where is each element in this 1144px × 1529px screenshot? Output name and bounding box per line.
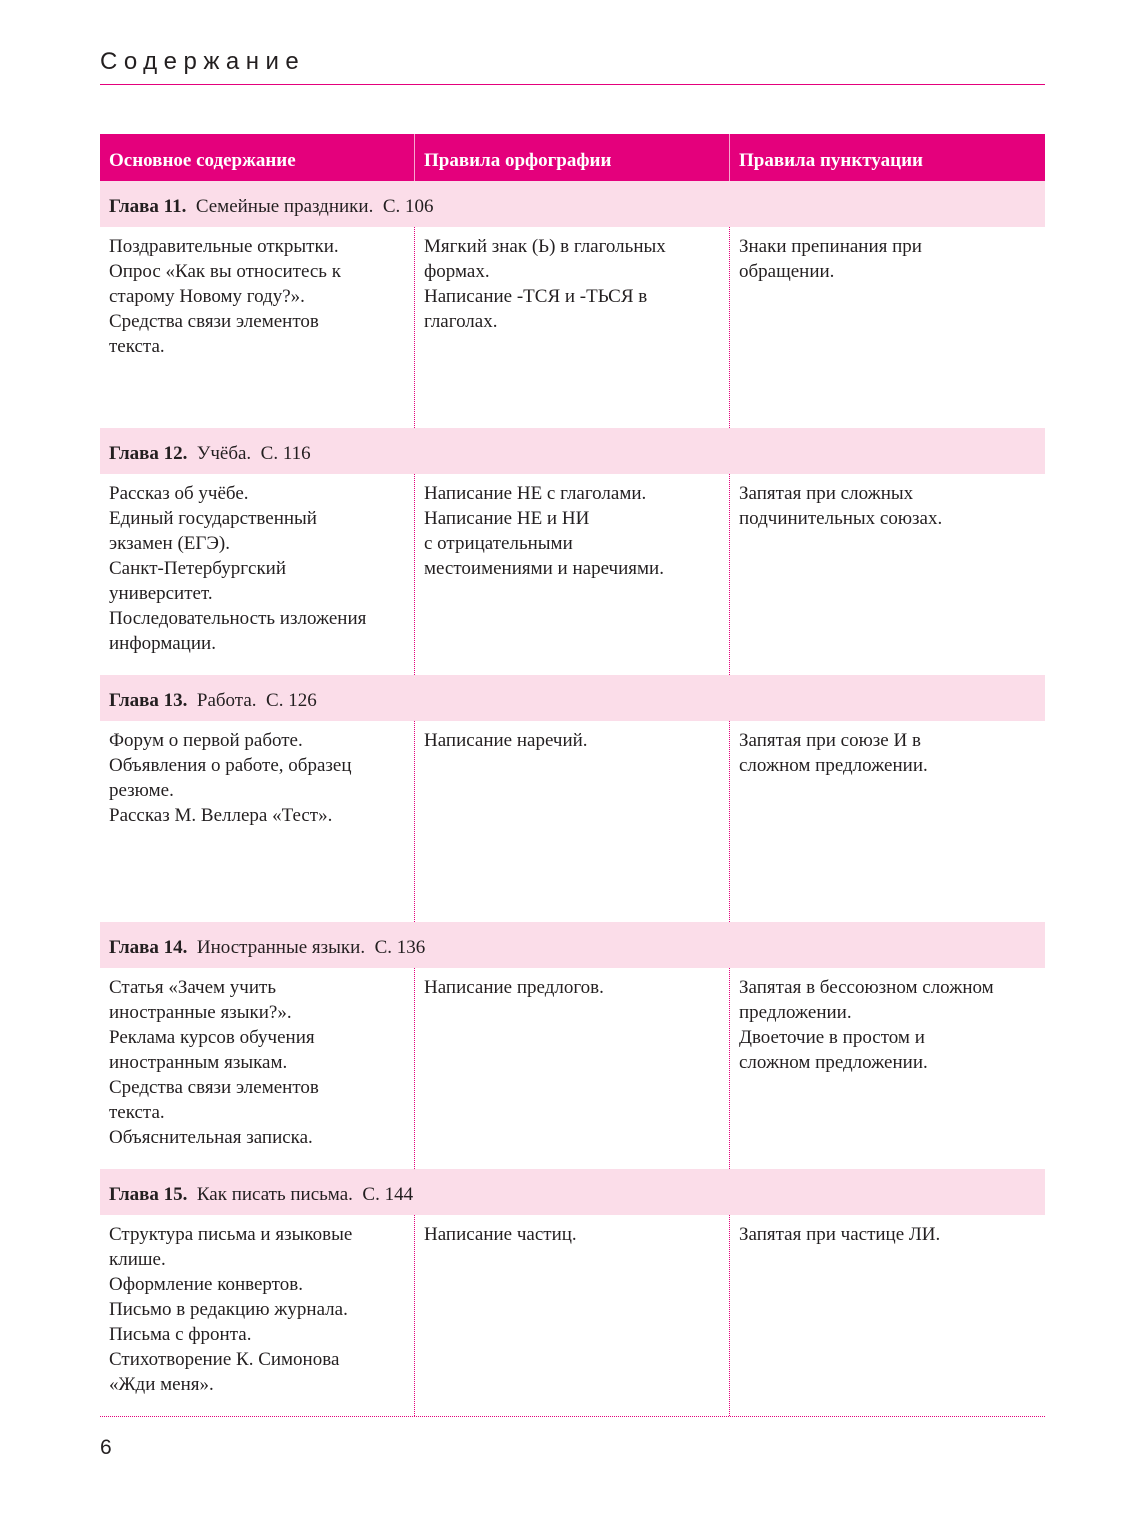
content-line: сложном предложении.: [739, 755, 928, 776]
content-line: Запятая при союзе И в: [739, 730, 921, 751]
chapter-page: С. 116: [260, 443, 311, 464]
chapter-row: [100, 474, 1045, 675]
content-line: Написание частиц.: [424, 1224, 577, 1245]
content-line: Оформление конвертов.: [109, 1274, 303, 1295]
main-content-cell: [100, 721, 415, 922]
content-line: информации.: [109, 633, 216, 654]
spelling-cell: [415, 227, 730, 428]
chapter-title: Работа.: [196, 690, 257, 711]
content-line: Написание -ТСЯ и -ТЬСЯ в: [424, 286, 648, 307]
chapter-row: [100, 227, 1045, 428]
content-line: местоимениями и наречиями.: [424, 558, 664, 579]
chapter-title: Семейные праздники.: [195, 196, 374, 217]
title-rule: [100, 84, 1045, 85]
content-line: сложном предложении.: [739, 1052, 928, 1073]
content-line: глаголах.: [424, 311, 498, 332]
content-line: Форум о первой работе.: [109, 730, 303, 751]
content-line: Запятая при сложных: [739, 483, 914, 504]
content-line: Последовательность изложения: [109, 608, 367, 629]
content-line: с отрицательными: [424, 533, 573, 554]
content-line: Санкт-Петербургский: [109, 558, 287, 579]
chapter-title: Как писать письма.: [196, 1184, 353, 1205]
spelling-cell: [415, 474, 730, 675]
table-header: [100, 134, 1045, 181]
chapter-page: С. 106: [382, 196, 434, 217]
chapter-heading: [100, 428, 1045, 474]
spelling-cell: [415, 1215, 730, 1416]
chapter-title: Иностранные языки.: [196, 937, 366, 958]
chapter-page: С. 144: [362, 1184, 414, 1205]
content-line: клише.: [109, 1249, 166, 1270]
content-line: резюме.: [109, 780, 174, 801]
chapter-row: [100, 721, 1045, 922]
chapter-label: Глава 15.: [109, 1184, 188, 1205]
content-line: Рассказ об учёбе.: [109, 483, 249, 504]
chapter-label: Глава 14.: [109, 937, 188, 958]
content-line: «Жди меня».: [109, 1374, 214, 1395]
content-line: Рассказ М. Веллера «Тест».: [109, 805, 333, 826]
page-title: Содержание: [100, 48, 306, 75]
content-line: Средства связи элементов: [109, 1077, 319, 1098]
content-line: текста.: [109, 336, 165, 357]
content-line: Мягкий знак (Ь) в глагольных: [424, 236, 666, 257]
content-line: Объяснительная записка.: [109, 1127, 313, 1148]
content-line: обращении.: [739, 261, 835, 282]
chapter-row: [100, 968, 1045, 1169]
punctuation-cell: [730, 968, 1045, 1169]
main-content-cell: [100, 968, 415, 1169]
content-line: Стихотворение К. Симонова: [109, 1349, 340, 1370]
contents-table: [100, 134, 1045, 1416]
chapter-page: С. 126: [266, 690, 317, 711]
content-line: формах.: [424, 261, 490, 282]
content-line: Опрос «Как вы относитесь к: [109, 261, 341, 282]
content-line: иностранные языки?».: [109, 1002, 292, 1023]
content-line: предложении.: [739, 1002, 852, 1023]
punctuation-cell: [730, 474, 1045, 675]
content-line: Единый государственный: [109, 508, 317, 529]
main-content-cell: [100, 474, 415, 675]
content-line: подчинительных союзах.: [739, 508, 943, 529]
content-line: Написание НЕ с глаголами.: [424, 483, 647, 504]
chapter-label: Глава 13.: [109, 690, 188, 711]
chapter-heading: [100, 675, 1045, 721]
punctuation-cell: [730, 1215, 1045, 1416]
content-line: экзамен (ЕГЭ).: [109, 533, 230, 554]
content-line: Объявления о работе, образец: [109, 755, 352, 776]
header-main-content: Основное содержание: [100, 134, 415, 181]
main-content-cell: [100, 1215, 415, 1416]
chapter-title: Учёба.: [196, 443, 252, 464]
content-line: Написание наречий.: [424, 730, 588, 751]
content-line: Запятая при частице ЛИ.: [739, 1224, 941, 1245]
content-line: Написание предлогов.: [424, 977, 604, 998]
chapter-page: С. 136: [374, 937, 426, 958]
punctuation-cell: [730, 227, 1045, 428]
punctuation-cell: [730, 721, 1045, 922]
chapter-heading: [100, 922, 1045, 968]
content-line: иностранным языкам.: [109, 1052, 288, 1073]
content-line: университет.: [109, 583, 213, 604]
content-line: старому Новому году?».: [109, 286, 305, 307]
chapter-heading: [100, 181, 1045, 227]
chapter-row: [100, 1215, 1045, 1416]
content-line: Структура письма и языковые: [109, 1224, 353, 1245]
content-line: Запятая в бессоюзном сложном: [739, 977, 994, 998]
main-content-cell: [100, 227, 415, 428]
content-line: Знаки препинания при: [739, 236, 922, 257]
header-punctuation-rules: Правила пунктуации: [739, 150, 923, 171]
content-line: текста.: [109, 1102, 165, 1123]
content-line: Статья «Зачем учить: [109, 977, 277, 998]
spelling-cell: [415, 721, 730, 922]
bottom-rule: [100, 1416, 1045, 1417]
spelling-cell: [415, 968, 730, 1169]
content-line: Средства связи элементов: [109, 311, 319, 332]
content-line: Двоеточие в простом и: [739, 1027, 925, 1048]
content-line: Реклама курсов обучения: [109, 1027, 315, 1048]
content-line: Поздравительные открытки.: [109, 236, 339, 257]
chapter-label: Глава 12.: [109, 443, 188, 464]
content-line: Письмо в редакцию журнала.: [109, 1299, 348, 1320]
page-number: 6: [100, 1436, 112, 1459]
header-spelling-rules: Правила орфографии: [415, 134, 730, 181]
content-line: Письма с фронта.: [109, 1324, 252, 1345]
chapter-label: Глава 11.: [109, 196, 187, 217]
content-line: Написание НЕ и НИ: [424, 508, 590, 529]
chapter-heading: [100, 1169, 1045, 1215]
